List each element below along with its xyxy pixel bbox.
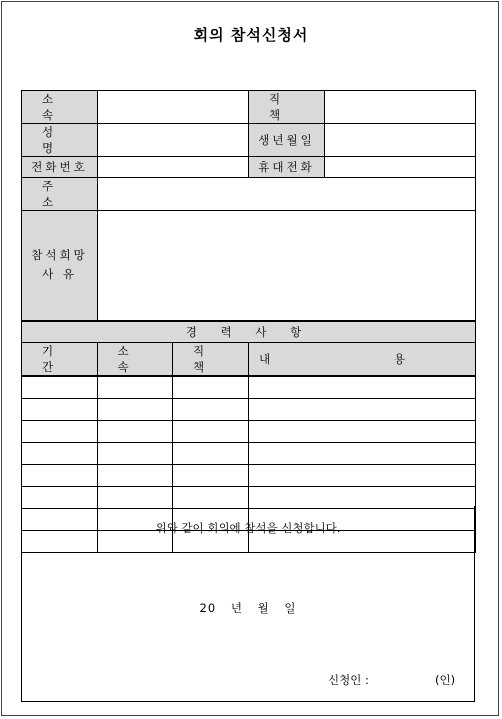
- content-cell[interactable]: [249, 442, 476, 464]
- birthdate-field[interactable]: [325, 124, 476, 157]
- affiliation-label-text: 소 속: [41, 92, 78, 122]
- name-field[interactable]: [98, 124, 249, 157]
- content-cell[interactable]: [249, 398, 476, 420]
- applicant-info-table: [21, 90, 476, 553]
- career-section-title: [22, 321, 476, 343]
- table-row: [22, 420, 476, 442]
- col-position-text: 직 책: [192, 344, 229, 374]
- position-cell[interactable]: [173, 486, 249, 508]
- position-cell[interactable]: [173, 420, 249, 442]
- mobile-label: [249, 157, 325, 178]
- phone-field[interactable]: [98, 157, 249, 178]
- mobile-label-text: 휴대전화: [258, 160, 315, 174]
- col-content: [249, 343, 476, 377]
- date-day: 일: [284, 601, 297, 615]
- affiliation-cell[interactable]: [98, 420, 173, 442]
- col-content-text: 내 용: [259, 352, 465, 366]
- period-cell[interactable]: [22, 486, 98, 508]
- date-month: 월: [257, 601, 270, 615]
- declaration-box: [21, 506, 475, 702]
- table-row: [22, 486, 476, 508]
- period-cell[interactable]: [22, 420, 98, 442]
- position-cell[interactable]: [173, 376, 249, 398]
- affiliation-cell[interactable]: [98, 442, 173, 464]
- affiliation-cell[interactable]: [98, 398, 173, 420]
- seal-label: (인): [435, 673, 456, 687]
- table-row: [22, 464, 476, 486]
- position-cell[interactable]: [173, 464, 249, 486]
- date-year: 20: [199, 601, 217, 615]
- col-position: [173, 343, 249, 377]
- period-cell[interactable]: [22, 442, 98, 464]
- content-cell[interactable]: [249, 420, 476, 442]
- career-section-title-text: 경 력 사 항: [185, 324, 312, 339]
- address-field[interactable]: [98, 178, 476, 211]
- address-label: [22, 178, 98, 211]
- col-affiliation-text: 소 속: [117, 344, 153, 374]
- content-cell[interactable]: [249, 376, 476, 398]
- date-year-unit: 년: [230, 601, 243, 615]
- col-affiliation: [98, 343, 173, 377]
- affiliation-cell[interactable]: [98, 486, 173, 508]
- table-row: [22, 442, 476, 464]
- affiliation-cell[interactable]: [98, 376, 173, 398]
- application-form-page: [1, 1, 499, 716]
- position-cell[interactable]: [173, 442, 249, 464]
- period-cell[interactable]: [22, 464, 98, 486]
- application-date: [22, 600, 474, 616]
- content-cell[interactable]: [249, 464, 476, 486]
- position-field[interactable]: [325, 91, 476, 124]
- position-label-text: 직 책: [268, 92, 305, 122]
- applicant-label: 신청인 :: [328, 673, 369, 687]
- name-label-text: 성 명: [41, 125, 78, 155]
- form-title: 회의 참석신청서: [193, 26, 309, 44]
- affiliation-label: [22, 91, 98, 124]
- col-period: [22, 343, 98, 377]
- birthdate-label-text: 생년월일: [258, 133, 315, 147]
- name-label: [22, 124, 98, 157]
- mobile-field[interactable]: [325, 157, 476, 178]
- table-row: [22, 376, 476, 398]
- reason-label: [22, 211, 98, 321]
- affiliation-field[interactable]: [98, 91, 249, 124]
- position-cell[interactable]: [173, 398, 249, 420]
- col-period-text: 기 간: [41, 344, 78, 374]
- position-label: [249, 91, 325, 124]
- reason-label-line1: 참석희망: [31, 248, 88, 263]
- reason-field[interactable]: [98, 211, 476, 321]
- birthdate-label: [249, 124, 325, 157]
- period-cell[interactable]: [22, 398, 98, 420]
- affiliation-cell[interactable]: [98, 464, 173, 486]
- phone-label-text: 전화번호: [31, 160, 88, 174]
- content-cell[interactable]: [249, 486, 476, 508]
- declaration-statement: 위와 같이 회의에 참석을 신청합니다.: [155, 521, 341, 535]
- address-label-text: 주 소: [41, 179, 78, 209]
- reason-label-line2: 사 유: [42, 267, 77, 282]
- phone-label: [22, 157, 98, 178]
- period-cell[interactable]: [22, 376, 98, 398]
- table-row: [22, 398, 476, 420]
